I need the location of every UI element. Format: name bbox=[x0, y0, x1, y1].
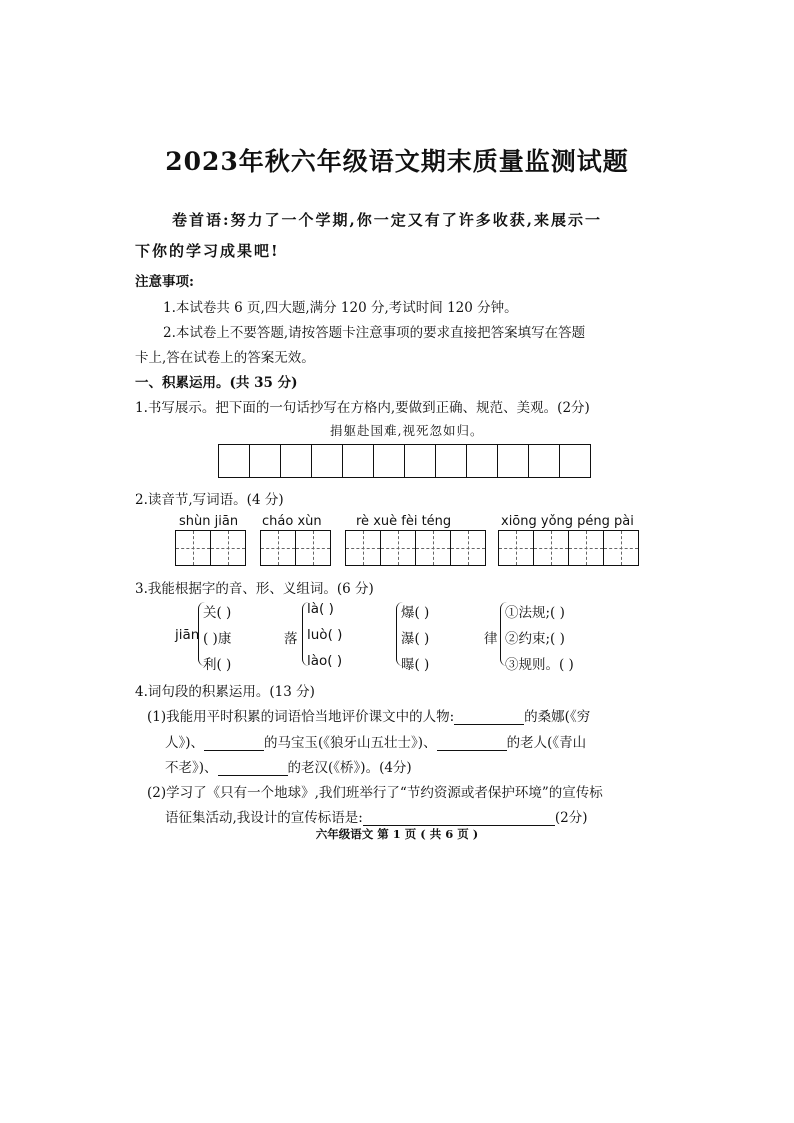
group-1-mid: ( )康 bbox=[203, 631, 232, 647]
tianzige-cell[interactable] bbox=[451, 531, 485, 565]
section-1-heading: 一、积累运用。(共 35 分) bbox=[135, 375, 298, 391]
grid-cell[interactable] bbox=[560, 445, 590, 477]
pinyin-3: rè xuè fèi téng bbox=[356, 514, 452, 529]
pinyin-4: xiōng yǒng péng pài bbox=[501, 514, 634, 529]
tianzige-cell[interactable] bbox=[534, 531, 569, 565]
q4-1-line-2 bbox=[165, 731, 586, 751]
pinyin-2: cháo xùn bbox=[262, 514, 322, 529]
q4-2-line-1: (2)学习了《只有一个地球》,我们班举行了“节约资源或者保护环境”的宣传标 bbox=[147, 785, 603, 801]
tianzige-cell[interactable] bbox=[416, 531, 451, 565]
q4-1-text-c: 人》)、 bbox=[165, 735, 205, 751]
grid-cell[interactable] bbox=[467, 445, 498, 477]
q4-1-line-3 bbox=[165, 756, 412, 776]
q4-1-text-e: 的老人(《青山 bbox=[506, 735, 587, 751]
page-title: 2023年秋六年级语文期末质量监测试题 bbox=[165, 147, 629, 176]
tianzige-cell[interactable] bbox=[261, 531, 296, 565]
tianzige-box-3[interactable] bbox=[345, 530, 486, 566]
group-2-bot: lào( ) bbox=[307, 653, 343, 669]
grid-cell[interactable] bbox=[281, 445, 312, 477]
intro-line-1: 卷首语:努力了一个学期,你一定又有了许多收获,来展示一 bbox=[172, 211, 602, 229]
answer-blank-3[interactable] bbox=[437, 736, 507, 751]
group-1-label: jiān bbox=[175, 627, 200, 643]
q4-2-text-c: (2分) bbox=[554, 810, 588, 826]
grid-cell[interactable] bbox=[529, 445, 560, 477]
slogan-blank[interactable] bbox=[363, 811, 555, 826]
tianzige-cell[interactable] bbox=[176, 531, 211, 565]
tianzige-cell[interactable] bbox=[381, 531, 416, 565]
group-3-top: 爆( ) bbox=[401, 605, 430, 621]
group-1-bot: 利( ) bbox=[203, 657, 232, 673]
notice-heading: 注意事项: bbox=[135, 274, 194, 290]
grid-cell[interactable] bbox=[219, 445, 250, 477]
q4-1-text-g: 的老汉(《桥》)。(4分) bbox=[287, 760, 412, 776]
notice-item-2-line-2: 卡上,答在试卷上的答案无效。 bbox=[135, 350, 315, 366]
page-footer: 六年级语文 第 1 页 ( 共 6 页 ) bbox=[315, 827, 479, 841]
grid-cell[interactable] bbox=[312, 445, 343, 477]
tianzige-cell[interactable] bbox=[296, 531, 330, 565]
answer-blank-4[interactable] bbox=[218, 761, 288, 776]
group-4-label: 律 bbox=[484, 631, 498, 647]
grid-cell[interactable] bbox=[374, 445, 405, 477]
grid-cell[interactable] bbox=[405, 445, 436, 477]
q1-prompt: 1.书写展示。把下面的一句话抄写在方格内,要做到正确、规范、美观。(2分) bbox=[135, 400, 590, 416]
tianzige-cell[interactable] bbox=[604, 531, 638, 565]
pinyin-1: shùn jiān bbox=[179, 514, 239, 529]
notice-item-2-line-1: 2.本试卷上不要答题,请按答题卡注意事项的要求直接把答案填写在答题 bbox=[163, 325, 586, 341]
group-1-top: 关( ) bbox=[203, 605, 232, 621]
group-4-mid: ②约束;( ) bbox=[505, 631, 565, 647]
notice-item-1: 1.本试卷共 6 页,四大题,满分 120 分,考试时间 120 分钟。 bbox=[163, 300, 518, 316]
q4-1-text-d: 的马宝玉(《狼牙山五壮士》)、 bbox=[264, 735, 437, 751]
group-2-mid: luò( ) bbox=[307, 627, 343, 643]
q2-prompt: 2.读音节,写词语。(4 分) bbox=[135, 492, 284, 508]
tianzige-box-1[interactable] bbox=[175, 530, 246, 566]
tianzige-cell[interactable] bbox=[346, 531, 381, 565]
tianzige-box-4[interactable] bbox=[498, 530, 639, 566]
q1-sentence: 捐躯赴国难,视死忽如归。 bbox=[330, 423, 484, 438]
tianzige-cell[interactable] bbox=[499, 531, 534, 565]
writing-grid[interactable] bbox=[218, 444, 591, 478]
q4-1-text-b: 的桑娜(《穷 bbox=[524, 709, 591, 725]
group-4-bot: ③规则。( ) bbox=[505, 657, 574, 673]
intro-line-2: 下你的学习成果吧! bbox=[135, 242, 280, 260]
answer-blank-1[interactable] bbox=[454, 710, 524, 725]
tianzige-cell[interactable] bbox=[569, 531, 604, 565]
q3-prompt: 3.我能根据字的音、形、义组词。(6 分) bbox=[135, 581, 374, 597]
q4-2-line-2 bbox=[165, 806, 587, 826]
group-2-top: là( ) bbox=[307, 601, 334, 617]
group-4-top: ①法规;( ) bbox=[505, 605, 565, 621]
q4-1-text-f: 不老》)、 bbox=[165, 760, 218, 776]
q4-2-text-b: 语征集活动,我设计的宣传标语是: bbox=[165, 810, 363, 826]
tianzige-cell[interactable] bbox=[211, 531, 245, 565]
q4-1-line-1 bbox=[147, 705, 590, 725]
group-3-mid: 瀑( ) bbox=[401, 631, 430, 647]
tianzige-box-2[interactable] bbox=[260, 530, 331, 566]
grid-cell[interactable] bbox=[343, 445, 374, 477]
group-3-bot: 曝( ) bbox=[401, 657, 430, 673]
q4-1-text-a: (1)我能用平时积累的词语恰当地评价课文中的人物: bbox=[147, 709, 455, 725]
grid-cell[interactable] bbox=[498, 445, 529, 477]
grid-cell[interactable] bbox=[250, 445, 281, 477]
q4-prompt: 4.词句段的积累运用。(13 分) bbox=[135, 684, 315, 700]
group-2-label: 落 bbox=[284, 631, 298, 647]
answer-blank-2[interactable] bbox=[204, 736, 264, 751]
grid-cell[interactable] bbox=[436, 445, 467, 477]
